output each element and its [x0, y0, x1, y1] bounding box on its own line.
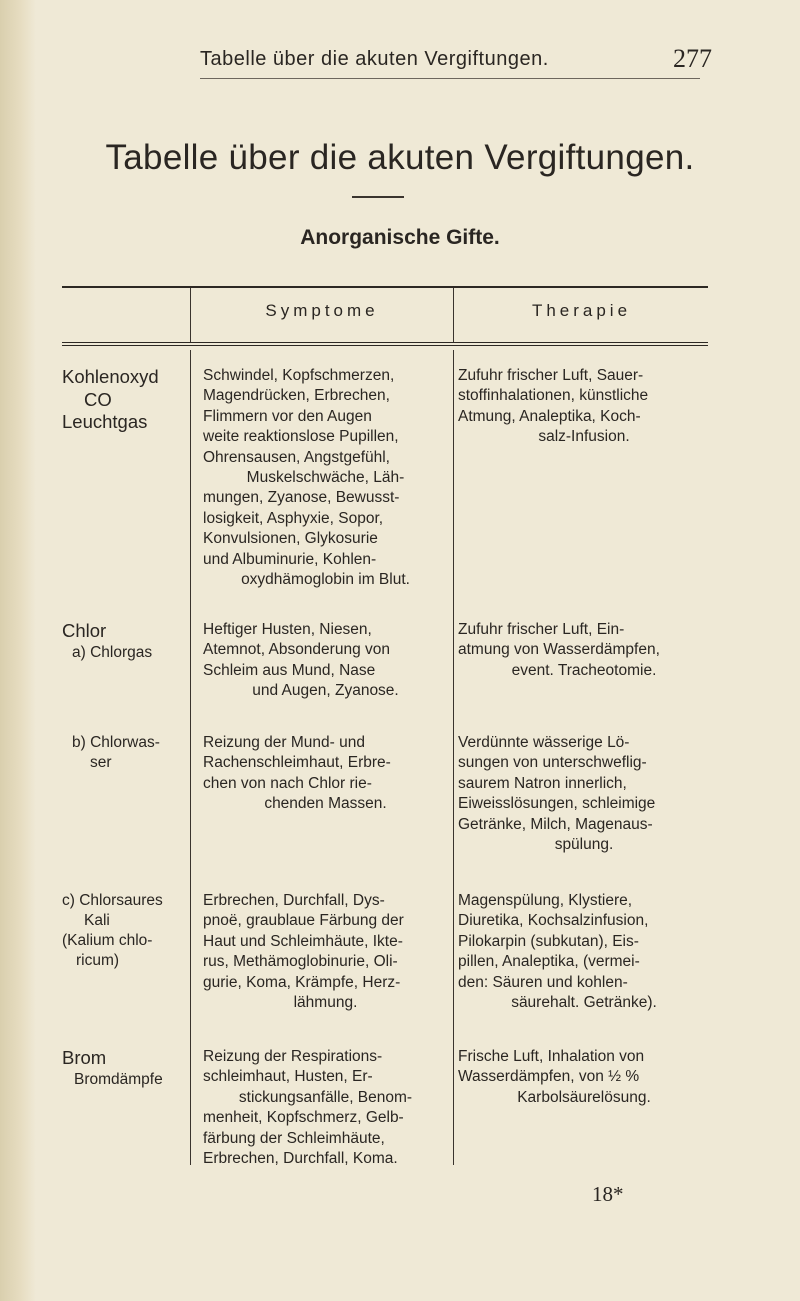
header-rule-1: [62, 342, 708, 343]
table-row-name: [62, 620, 186, 663]
symptoms-cell: [203, 366, 448, 590]
text-line: event. Tracheotomie.: [511, 661, 657, 679]
text-line: gurie, Koma, Krämpfe, Herz-: [203, 973, 401, 991]
table-row-name: [62, 891, 190, 971]
text-line: stoffinhalationen, künstliche: [458, 387, 649, 405]
text-line: Diuretika, Kochsalzinfusion,: [458, 912, 649, 930]
text-line: stickungsanfälle, Benom-: [238, 1088, 413, 1106]
text-line: Heftiger Husten, Niesen,: [203, 621, 372, 638]
text-line: losigkeit, Asphyxie, Sopor,: [203, 509, 384, 527]
text-line: und Albuminurie, Kohlen-: [203, 550, 377, 568]
running-head-title: Tabelle über die akuten Vergiftungen.: [200, 48, 549, 70]
text-line: spülung.: [554, 836, 614, 854]
text-line: Frische Luft, Inhalation von: [458, 1048, 645, 1065]
text-line: pillen, Analeptika, (vermei-: [458, 953, 640, 971]
text-line: chen von nach Chlor rie-: [203, 774, 372, 792]
table-row-name: [62, 366, 186, 434]
text-line: Schwindel, Kopfschmerzen,: [203, 367, 395, 384]
text-line: Karbolsäurelösung.: [517, 1088, 651, 1106]
text-line: Zufuhr frischer Luft, Sauer-: [458, 367, 644, 384]
table-row-name: [62, 1047, 190, 1090]
poison-variant: b) Chlorwas-: [72, 734, 160, 751]
poison-variant: a) Chlorgas: [72, 643, 153, 661]
text-line: Schleim aus Mund, Nase: [203, 661, 376, 679]
text-line: lähmung.: [293, 994, 358, 1012]
symptoms-cell: [203, 733, 448, 815]
poison-variant: c) Chlorsaures: [62, 892, 163, 909]
text-line: Magenspülung, Klystiere,: [458, 892, 633, 909]
therapy-cell: [458, 620, 710, 681]
table-top-rule: [62, 286, 708, 288]
header-rule-2: [62, 345, 708, 346]
text-line: Flimmern vor den Augen: [203, 407, 372, 425]
text-line: saurem Natron innerlich,: [458, 774, 627, 792]
header-column-divider-2: [453, 288, 454, 342]
text-line: Ohrensausen, Angstgefühl,: [203, 448, 390, 466]
text-line: Atemnot, Absonderung von: [203, 641, 390, 659]
text-line: chenden Massen.: [264, 795, 387, 813]
text-line: sungen von unterschweflig-: [458, 754, 647, 772]
title-divider: [352, 196, 404, 198]
text-line: Pilokarpin (subkutan), Eis-: [458, 932, 639, 950]
text-line: Verdünnte wässerige Lö-: [458, 734, 630, 751]
symptoms-cell: [203, 620, 448, 702]
running-head: [200, 44, 760, 78]
poison-variant: Bromdämpfe: [74, 1070, 163, 1088]
text-line: säurehalt. Getränke).: [511, 994, 657, 1012]
column-divider-1: [190, 350, 191, 1165]
therapy-cell: [458, 891, 710, 1013]
header-column-divider-1: [190, 288, 191, 342]
symptoms-cell: [203, 1047, 448, 1169]
text-line: pnoë, graublaue Färbung der: [203, 912, 404, 930]
text-line: salz-Infusion.: [538, 428, 630, 446]
text-line: weite reaktionslose Pupillen,: [203, 428, 399, 446]
text-line: Erbrechen, Durchfall, Dys-: [203, 892, 385, 909]
page-binding-shadow: [0, 0, 36, 1301]
text-line: Muskelschwäche, Läh-: [246, 469, 405, 487]
text-line: Zufuhr frischer Luft, Ein-: [458, 621, 625, 638]
text-line: Reizung der Respirations-: [203, 1048, 383, 1065]
text-line: atmung von Wasserdämpfen,: [458, 641, 660, 659]
column-header-therapy: Therapie: [531, 301, 632, 320]
text-line: Getränke, Milch, Magenaus-: [458, 815, 653, 833]
symptoms-cell: [203, 891, 448, 1013]
text-line: Konvulsionen, Glykosurie: [203, 530, 378, 548]
text-line: menheit, Kopfschmerz, Gelb-: [203, 1109, 404, 1127]
poison-variant: ricum): [76, 952, 120, 969]
page-title: Tabelle über die akuten Vergiftungen.: [105, 138, 695, 177]
text-line: schleimhaut, Husten, Er-: [203, 1068, 373, 1086]
text-line: Haut und Schleimhäute, Ikte-: [203, 932, 403, 950]
therapy-cell: [458, 1047, 710, 1108]
poison-variant: Kali: [84, 912, 110, 929]
text-line: und Augen, Zyanose.: [252, 682, 399, 700]
poison-name: Kohlenoxyd: [62, 366, 159, 387]
section-subtitle: Anorganische Gifte.: [300, 226, 500, 249]
table-row-name: [62, 733, 186, 773]
poison-alt-name: Leuchtgas: [62, 411, 148, 432]
printer-signature: 18*: [592, 1182, 624, 1206]
poison-variant: ser: [90, 754, 112, 771]
text-line: Magendrücken, Erbrechen,: [203, 387, 390, 405]
poison-formula: CO: [84, 388, 112, 410]
therapy-cell: [458, 366, 710, 448]
poison-name: Chlor: [62, 620, 107, 641]
therapy-cell: [458, 733, 710, 855]
text-line: rus, Methämoglobinurie, Oli-: [203, 953, 398, 971]
text-line: färbung der Schleimhäute,: [203, 1129, 385, 1147]
text-line: Erbrechen, Durchfall, Koma.: [203, 1150, 398, 1168]
running-head-rule: [200, 78, 700, 79]
text-line: Reizung der Mund- und: [203, 734, 365, 751]
poison-variant: (Kalium chlo-: [62, 932, 153, 949]
page-number: 277: [673, 44, 712, 73]
poison-name: Brom: [62, 1047, 107, 1068]
text-line: Eiweisslösungen, schleimige: [458, 795, 656, 813]
text-line: den: Säuren und kohlen-: [458, 973, 628, 991]
text-line: mungen, Zyanose, Bewusst-: [203, 489, 400, 507]
text-line: Atmung, Analeptika, Koch-: [458, 407, 641, 425]
column-divider-2: [453, 350, 454, 1165]
column-header-symptoms: Symptome: [265, 301, 379, 320]
text-line: Rachenschleimhaut, Erbre-: [203, 754, 391, 772]
text-line: Wasserdämpfen, von ½ %: [458, 1068, 640, 1086]
text-line: oxydhämoglobin im Blut.: [241, 571, 410, 589]
